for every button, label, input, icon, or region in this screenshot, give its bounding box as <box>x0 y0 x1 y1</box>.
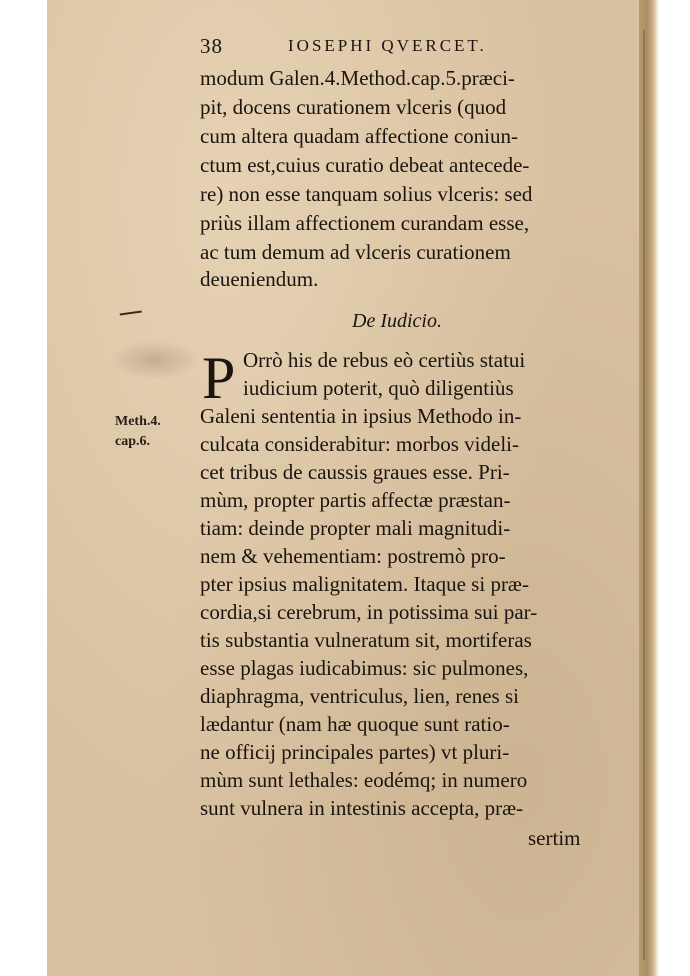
text-line: cet tribus de caussis graues esse. Pri- <box>200 460 510 484</box>
text-line: re) non esse tanquam solius vlceris: sed <box>200 182 533 206</box>
text-line: modum Galen.4.Method.cap.5.præci- <box>200 66 515 90</box>
text-line: diaphragma, ventriculus, lien, renes si <box>200 684 519 708</box>
text-line: ctum est,cuius curatio debeat antecede- <box>200 153 530 177</box>
text-line: iudicium poterit, quò diligentiùs <box>243 376 514 400</box>
drop-cap: P <box>202 345 236 411</box>
text-line: Galeni sententia in ipsius Methodo in- <box>200 404 522 428</box>
text-line: priùs illam affectionem curandam esse, <box>200 211 530 235</box>
page-edge-line <box>643 30 645 960</box>
text-line: mùm sunt lethales: eodémq; in numero <box>200 768 528 792</box>
text-line: cordia,si cerebrum, in potissima sui par- <box>200 600 538 624</box>
text-line: culcata considerabitur: morbos videli- <box>200 432 519 456</box>
text-line: esse plagas iudicabimus: sic pulmones, <box>200 656 529 680</box>
ink-bleed-smudge <box>110 340 200 380</box>
page-header <box>200 30 600 60</box>
text-line: sunt vulnera in intestinis accepta, præ- <box>200 796 524 820</box>
section-heading: De Iudicio. <box>352 310 442 332</box>
page-edge <box>639 0 659 976</box>
text-line: ac tum demum ad vlceris curationem <box>200 240 511 264</box>
margin-note-line2: cap.6. <box>115 434 150 449</box>
text-line: tis substantia vulneratum sit, mortiferas <box>200 628 532 652</box>
text-line: mùm, propter partis affectæ præstan- <box>200 488 511 512</box>
running-head: IOSEPHI QVERCET. <box>288 36 487 55</box>
text-line: pter ipsius malignitatem. Itaque si præ- <box>200 572 529 596</box>
text-line: lædantur (nam hæ quoque sunt ratio- <box>200 712 510 736</box>
text-line: nem & vehementiam: postremò pro- <box>200 544 506 568</box>
margin-note-line1: Meth.4. <box>115 414 161 429</box>
text-line: ne officij principales partes) vt pluri- <box>200 740 510 764</box>
catchword: sertim <box>528 826 581 850</box>
text-line: cum altera quadam affectione coniun- <box>200 124 518 148</box>
text-line: Orrò his de rebus eò certiùs statui <box>243 348 526 372</box>
text-line: pit, docens curationem vlceris (quod <box>200 95 507 119</box>
page-number: 38 <box>200 34 223 58</box>
text-line: deueniendum. <box>200 267 319 291</box>
text-line: tiam: deinde propter mali magnitudi- <box>200 516 511 540</box>
